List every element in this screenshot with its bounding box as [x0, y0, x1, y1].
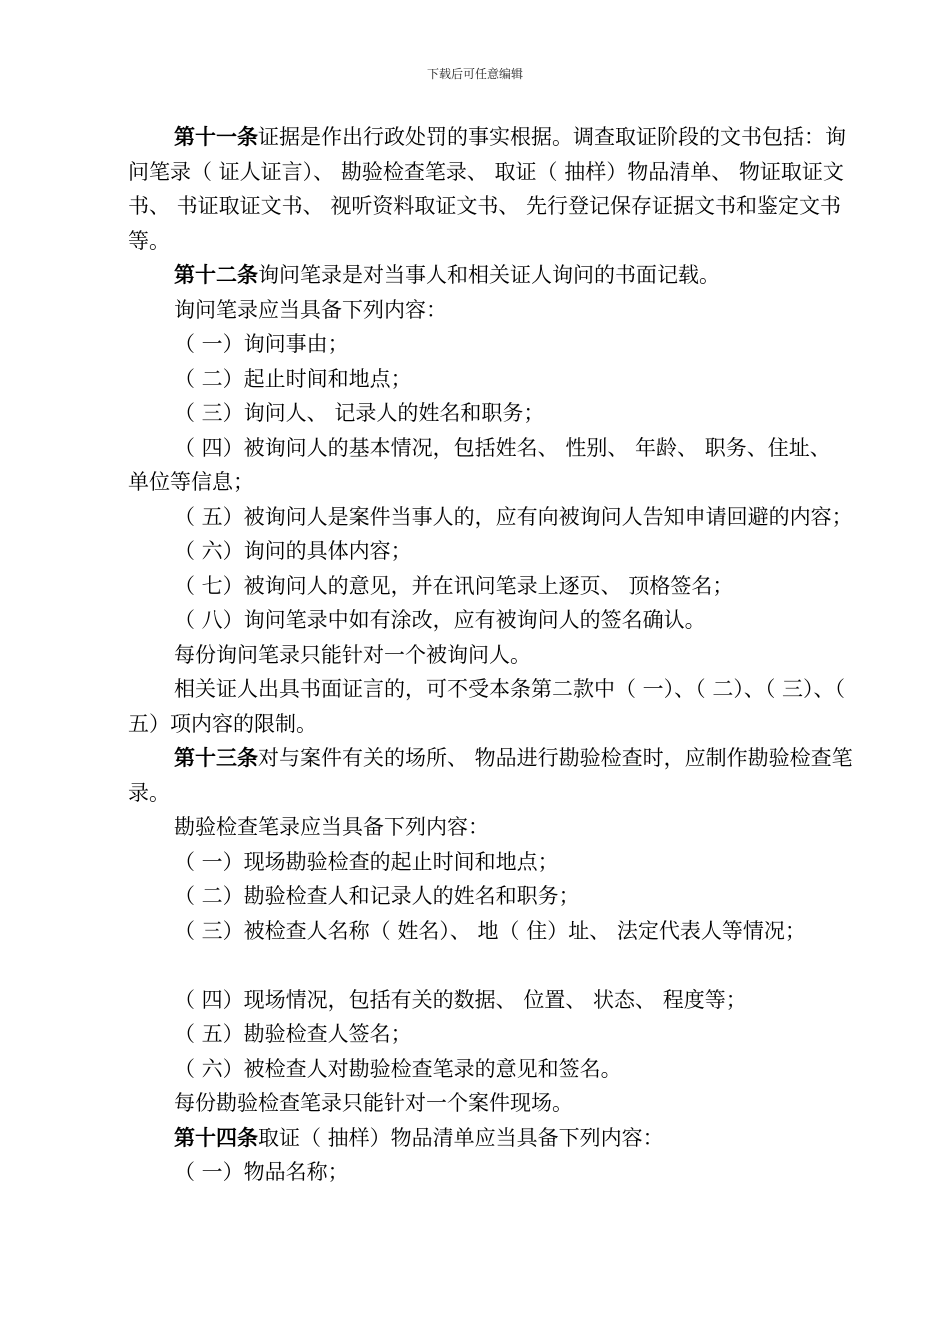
list-item: （ 六）询问的具体内容；	[174, 539, 412, 563]
list-item: （ 六）被检查人对勘验检查笔录的意见和签名。	[174, 1056, 622, 1081]
list-item: （ 五）勘验检查人签名；	[174, 1022, 412, 1046]
paragraph: 相关证人出具书面证言的，可不受本条第二款中（ 一）、（ 二）、（ 三）、（ 五）项内容的限制。	[128, 677, 852, 736]
article-heading: 第十四条	[174, 1125, 258, 1150]
article-heading: 第十一条	[174, 125, 258, 149]
paragraph-text: 取证（ 抽样）物品清单应当具备下列内容：	[258, 1125, 664, 1150]
list-item: （ 四）现场情况，包括有关的数据、 位置、 状态、 程度等；	[174, 987, 747, 1012]
list-item: （ 八）询问笔录中如有涂改，应有被询问人的签名确认。	[174, 608, 706, 632]
list-item: （ 一）物品名称；	[174, 1160, 349, 1184]
paragraph-text: 证据是作出行政处罚的事实根据。调查取证阶段的文书包括：询问笔录（ 证人证言）、 勘验检查笔录、 取证（ 抽样）物品清单、 物证取证文书、 书证取证文书、 视听资料取证文书、 先行登记保存证据文书和鉴定文书等。	[128, 125, 846, 253]
article-11-paragraph	[128, 120, 858, 258]
paragraph-text: 询问笔录是对当事人和相关证人询问的书面记载。	[258, 263, 720, 287]
article-14-paragraph	[128, 1121, 858, 1156]
list-item: （ 四）被询问人的基本情况，包括姓名、 性别、 年龄、 职务、住址、 单位等信息；	[128, 435, 838, 494]
document-body	[128, 120, 858, 1190]
paragraph-text: 对与案件有关的场所、 物品进行勘验检查时，应制作勘验检查笔录。	[128, 746, 853, 805]
paragraph: 每份询问笔录只能针对一个被询问人。	[174, 642, 531, 667]
paragraph: 询问笔录应当具备下列内容：	[174, 297, 447, 322]
paragraph: 每份勘验检查笔录只能针对一个案件现场。	[174, 1091, 573, 1115]
list-item: （ 三）被检查人名称（ 姓名）、 地（ 住）址、 法定代表人等情况；	[174, 918, 806, 943]
list-item: （ 一）现场勘验检查的起止时间和地点；	[174, 849, 559, 874]
list-item: （ 五）被询问人是案件当事人的，应有向被询问人告知申请回避的内容；	[174, 504, 853, 529]
article-heading: 第十三条	[174, 746, 258, 770]
list-item: （ 三）询问人、 记录人的姓名和职务；	[174, 401, 545, 425]
paragraph: 勘验检查笔录应当具备下列内容：	[174, 815, 489, 839]
list-item: （ 二）起止时间和地点；	[174, 366, 412, 391]
page-header: 下载后可任意编辑	[426, 67, 523, 81]
list-item: （ 二）勘验检查人和记录人的姓名和职务；	[174, 884, 580, 908]
article-12-paragraph	[128, 258, 858, 293]
list-item: （ 一）询问事由；	[174, 332, 349, 356]
list-item: （ 七）被询问人的意见，并在讯问笔录上逐页、 顶格签名；	[174, 573, 734, 598]
article-heading: 第十二条	[174, 263, 258, 287]
article-13-paragraph	[128, 741, 858, 810]
blank-line	[128, 948, 858, 983]
